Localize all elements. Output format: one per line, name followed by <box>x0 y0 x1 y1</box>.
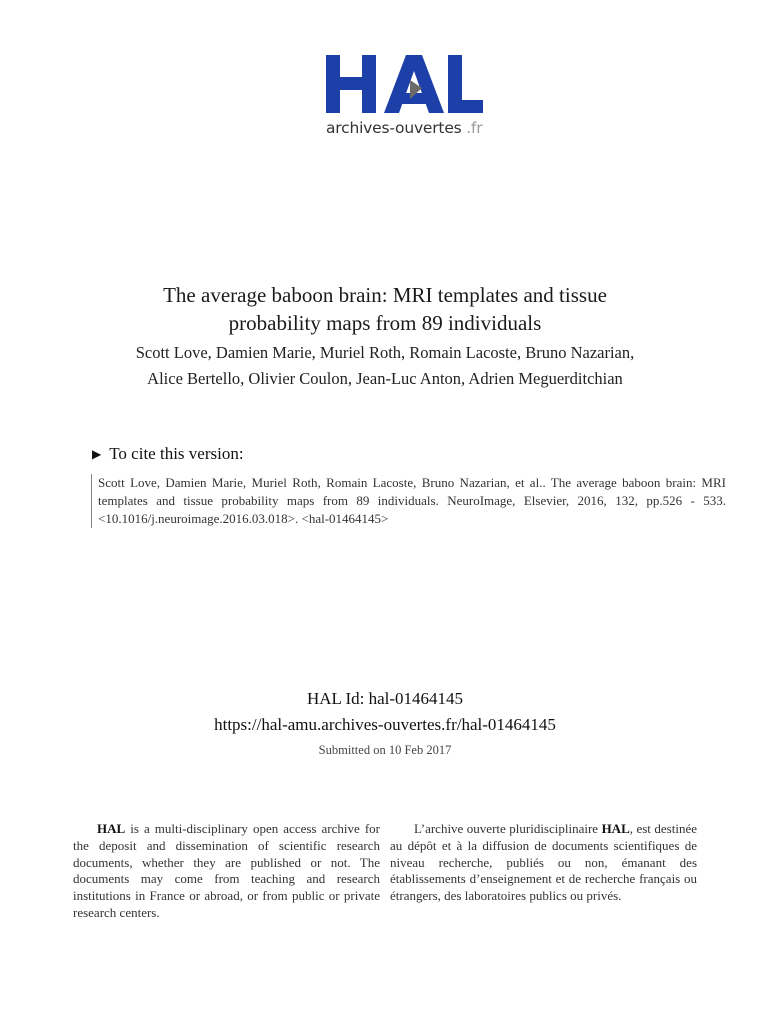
cite-heading: ▶ To cite this version: <box>92 444 244 463</box>
submission-date: Submitted on 10 Feb 2017 <box>318 743 452 757</box>
triangle-right-icon: ▶ <box>92 447 102 461</box>
author-list <box>40 340 730 392</box>
logo-subtitle: archives-ouvertes .fr <box>326 119 483 137</box>
hal-id-label: HAL Id: hal-01464145 <box>306 689 464 708</box>
title-line: probability maps from 89 individuals <box>228 311 542 335</box>
author-line: Alice Bertello, Olivier Coulon, Jean-Luc Anton, Adrien Meguerditchian <box>147 369 623 388</box>
hal-id-block <box>40 686 730 738</box>
hal-logo-mark <box>326 55 486 115</box>
hal-url-link[interactable]: https://hal-amu.archives-ouvertes.fr/hal-01464145 <box>214 715 556 734</box>
citation-text: Scott Love, Damien Marie, Muriel Roth, Romain Lacoste, Bruno Nazarian, et al.. The average baboon brain: MRI templates and tissue probability maps from 89 individuals. NeuroImage, Elsevier, 2016, 132, pp.526 - 533. <10.1016/j.neuroimage.2016.03.018>. <hal-01464145> <box>91 474 726 528</box>
document-title <box>40 281 730 337</box>
abstract-english: HAL is a multi-disciplinary open access archive for the deposit and dissemination of scientific research documents, whether they are published or not. The documents may come from teaching and research institutions in France or abroad, or from public or private research centers. <box>73 821 380 920</box>
abstract-french: L’archive ouverte pluridisciplinaire HAL, est destinée au dépôt et à la diffusion de documents scientifiques de niveau recherche, publiés ou non, émanant des établissements d’enseignement et de recherche français ou étrangers, des laboratoires publics ou privés. <box>390 821 697 904</box>
title-line: The average baboon brain: MRI templates and tissue <box>163 283 607 307</box>
author-line: Scott Love, Damien Marie, Muriel Roth, Romain Lacoste, Bruno Nazarian, <box>135 343 635 362</box>
